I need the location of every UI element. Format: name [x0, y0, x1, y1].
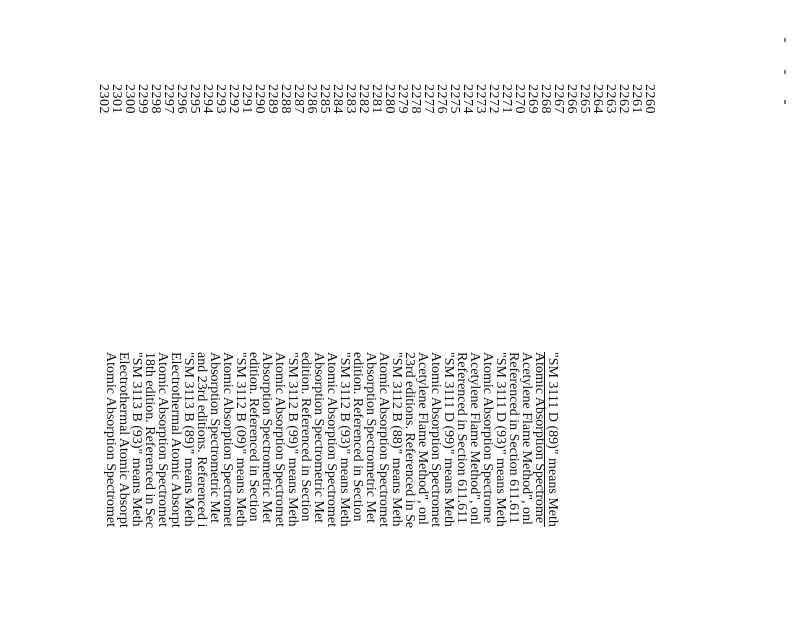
entry-line: Absorption Spectrometric Met — [259, 352, 274, 524]
entry-line: Absorption Spectrometric Met — [311, 352, 326, 524]
entry-heading-line: "SM 3112 B (88)" means Meth — [389, 352, 404, 527]
line-number: 2269 — [525, 84, 540, 114]
entry-line: edition. Referenced in Section — [350, 352, 365, 522]
line-number: 2272 — [486, 84, 501, 114]
entry-line: Acetylene Flame Method", onl — [519, 352, 534, 525]
entry-line: Acetylene Flame Method", onl — [467, 352, 482, 525]
line-number: 2289 — [265, 84, 280, 114]
line-number: 2270 — [512, 84, 527, 114]
entry-line: 18th edition. Referenced in Sec — [142, 352, 157, 529]
line-number: 2268 — [538, 84, 553, 114]
definitions-text — [103, 352, 560, 529]
line-number: 2287 — [291, 84, 306, 114]
entry-heading-line: "SM 3111 D (99)" means Meth — [441, 352, 456, 527]
line-number: 2298 — [148, 84, 163, 114]
line-number-column — [96, 84, 657, 114]
line-number: 2301 — [109, 84, 124, 114]
line-number: 2266 — [564, 84, 579, 114]
line-number: 2294 — [200, 84, 215, 114]
entry-line: edition. Referenced in Section — [246, 352, 261, 522]
entry-heading-line: "SM 3112 B (99)" means Meth — [285, 352, 300, 527]
entry-line: Referenced in Section 611.611 — [454, 352, 469, 524]
entry-line: Absorption Spectrometric Met — [207, 352, 222, 524]
scan-dot — [784, 100, 786, 104]
line-number: 2277 — [421, 84, 436, 114]
entry-line: Atomic Absorption Spectromet — [324, 352, 339, 527]
entry-line: Atomic Absorption Spectromet — [428, 352, 443, 527]
line-number: 2271 — [499, 84, 514, 114]
line-number: 2290 — [252, 84, 267, 114]
entry-heading-line: "SM 3112 B (93)" means Meth — [337, 352, 352, 527]
line-number: 2262 — [616, 84, 631, 114]
line-number: 2283 — [343, 84, 358, 114]
line-number: 2280 — [382, 84, 397, 114]
entry-line: Atomic Absorption Spectromet — [272, 352, 287, 527]
entry-line: and 23rd editions. Referenced i — [194, 352, 209, 528]
line-number: 2273 — [473, 84, 488, 114]
line-number: 2300 — [122, 84, 137, 114]
entry-line: edition. Referenced in Section — [298, 352, 313, 522]
line-number: 2267 — [551, 84, 566, 114]
entry-heading-line: "SM 3112 B (09)" means Meth — [233, 352, 248, 527]
entry-line: Atomic Absorption Spectromet — [155, 352, 170, 527]
entry-line: Referenced in Section 611.611 — [506, 352, 521, 524]
entry-line: Absorption Spectrometric Met — [363, 352, 378, 524]
line-number: 2263 — [603, 84, 618, 114]
line-number: 2265 — [577, 84, 592, 114]
line-number: 2275 — [447, 84, 462, 114]
line-number: 2292 — [226, 84, 241, 114]
line-number: 2276 — [434, 84, 449, 114]
line-number: 2274 — [460, 84, 475, 114]
line-number: 2281 — [369, 84, 384, 114]
line-number: 2293 — [213, 84, 228, 114]
line-number: 2279 — [395, 84, 410, 114]
entry-line: Acetylene Flame Method", onl — [415, 352, 430, 525]
entry-line: Atomic Absorption Spectrome — [532, 352, 547, 524]
line-number: 2285 — [317, 84, 332, 114]
line-number: 2296 — [174, 84, 189, 114]
line-number: 2264 — [590, 84, 605, 114]
line-number: 2299 — [135, 84, 150, 114]
punch-marks — [783, 28, 789, 108]
line-number: 2286 — [304, 84, 319, 114]
entry-line: Electrothermal Atomic Absorpt — [168, 352, 183, 528]
entry-line: Electrothermal Atomic Absorpt — [116, 352, 131, 528]
scan-dot — [784, 38, 786, 42]
line-number: 2302 — [96, 84, 111, 114]
line-number: 2288 — [278, 84, 293, 114]
entry-line: Atomic Absorption Spectrome — [480, 352, 495, 524]
line-number: 2295 — [187, 84, 202, 114]
line-number: 2297 — [161, 84, 176, 114]
entry-line: 23rd editions. Referenced in Se — [402, 352, 417, 529]
scan-dot — [784, 70, 786, 74]
entry-heading-line: "SM 3111 D (93)" means Meth — [493, 352, 508, 527]
line-number: 2282 — [356, 84, 371, 114]
line-number: 2284 — [330, 84, 345, 114]
entry-heading-line: "SM 3113 B (93)" means Meth — [129, 352, 144, 527]
entry-line: Atomic Absorption Spectromet — [376, 352, 391, 527]
line-number: 2260 — [642, 84, 657, 114]
entry-heading-line: "SM 3111 D (89)" means Meth — [545, 352, 560, 527]
line-number: 2278 — [408, 84, 423, 114]
line-number: 2261 — [629, 84, 644, 114]
entry-line: Atomic Absorption Spectromet — [220, 352, 235, 527]
entry-line: Atomic Absorption Spectromet — [103, 352, 118, 527]
line-number: 2291 — [239, 84, 254, 114]
entry-heading-line: "SM 3113 B (89)" means Meth — [181, 352, 196, 527]
